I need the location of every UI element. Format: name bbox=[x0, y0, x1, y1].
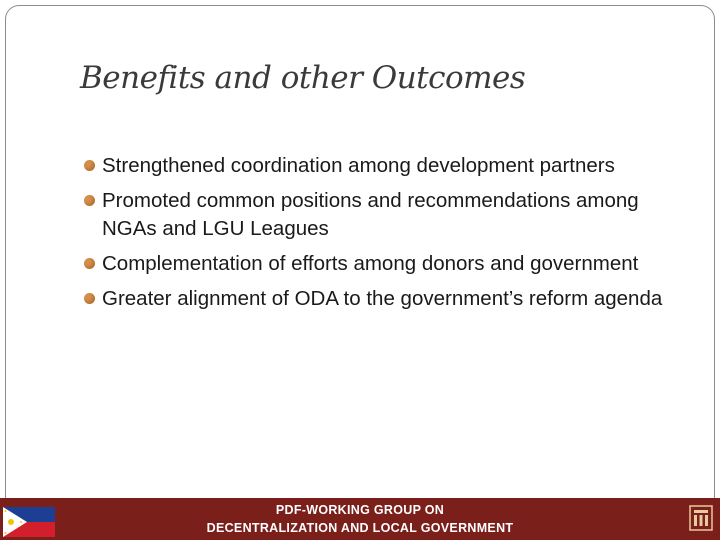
footer-line-2: DECENTRALIZATION AND LOCAL GOVERNMENT bbox=[206, 521, 514, 535]
bullet-item bbox=[82, 250, 682, 278]
slide-title: Benefits and other Outcomes bbox=[80, 60, 526, 96]
bullet-item bbox=[82, 152, 682, 180]
footer-bar bbox=[0, 498, 720, 540]
emblem-icon bbox=[689, 505, 713, 531]
footer-line-1: PDF-WORKING GROUP ON bbox=[275, 503, 445, 517]
bullet-item bbox=[82, 187, 682, 243]
bullet-text: Complementation of efforts among donors and government bbox=[102, 252, 639, 275]
bullet-text: Greater alignment of ODA to the government’s reform agenda bbox=[102, 287, 663, 310]
philippine-flag-icon bbox=[3, 507, 55, 537]
bullet-dot-icon bbox=[84, 293, 95, 304]
bullet-dot-icon bbox=[84, 195, 95, 206]
bullet-text: Strengthened coordination among development partners bbox=[102, 154, 615, 177]
bullet-item bbox=[82, 285, 682, 313]
footer-text bbox=[0, 501, 720, 537]
bullet-list bbox=[82, 152, 682, 320]
bullet-text: Promoted common positions and recommendations among NGAs and LGU Leagues bbox=[102, 189, 639, 240]
bullet-dot-icon bbox=[84, 258, 95, 269]
bullet-dot-icon bbox=[84, 160, 95, 171]
